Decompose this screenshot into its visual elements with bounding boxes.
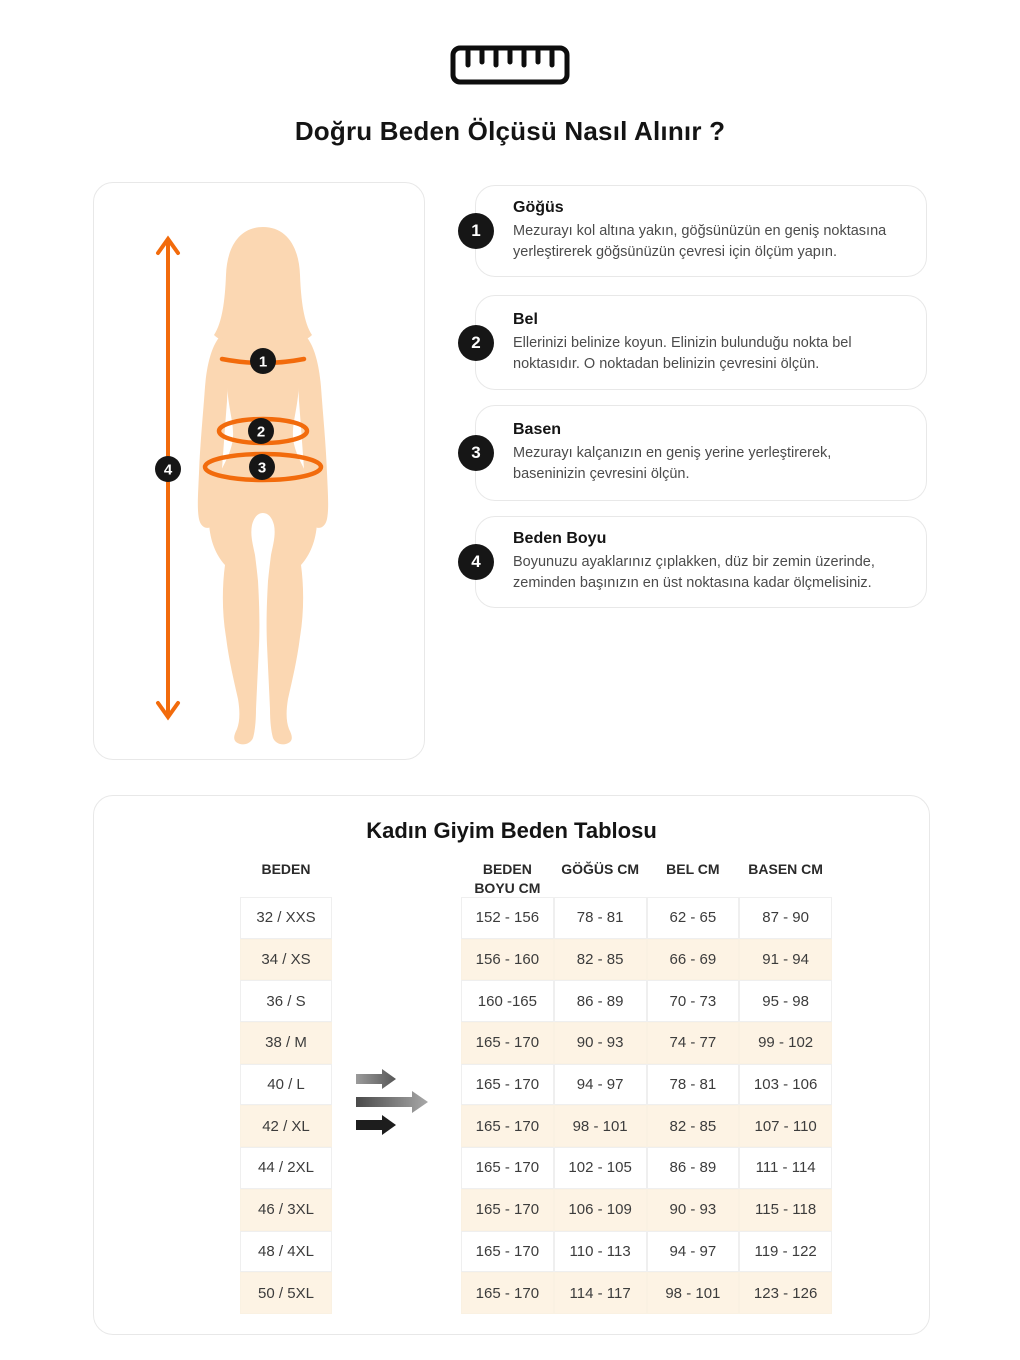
- header: [0, 44, 1020, 86]
- chest-cell: 110 - 113: [554, 1231, 647, 1273]
- hip-cell: 123 - 126: [739, 1272, 832, 1314]
- waist-cell: 78 - 81: [647, 1064, 740, 1106]
- step-card-gogus: [471, 185, 927, 277]
- body-silhouette: [94, 183, 425, 760]
- step-number-badge: [458, 213, 494, 249]
- long-gray-arrow-icon: [356, 1091, 428, 1113]
- step-number-badge: [458, 325, 494, 361]
- hip-cell: 103 - 106: [739, 1064, 832, 1106]
- size-table-card: [93, 795, 930, 1335]
- waist-cell: 74 - 77: [647, 1022, 740, 1064]
- page-title: Doğru Beden Ölçüsü Nasıl Alınır ?: [294, 116, 726, 146]
- hip-cell: 99 - 102: [739, 1022, 832, 1064]
- step-card-bel: [471, 295, 927, 390]
- size-cell: 50 / 5XL: [240, 1272, 332, 1314]
- short-black-arrow-icon: [356, 1115, 396, 1135]
- ruler-icon: [449, 44, 571, 86]
- height-cell: 160 -165: [461, 980, 554, 1022]
- height-cell: 165 - 170: [461, 1189, 554, 1231]
- figure-marker-1: [250, 348, 276, 374]
- height-cell: 165 - 170: [461, 1147, 554, 1189]
- step-description: Boyunuzu ayaklarınız çıplakken, düz bir zemin üzerinde, zeminden başınızın en üst noktasına kadar ölçmelisiniz.: [513, 554, 875, 591]
- size-cell: 38 / M: [240, 1022, 332, 1064]
- step-description: Mezurayı kol altına yakın, göğsünüzün en geniş noktasına yerleştirerek göğsünüzün çevresi için ölçüm yapın.: [513, 223, 887, 260]
- height-cell: 165 - 170: [461, 1022, 554, 1064]
- chest-cell: 102 - 105: [554, 1147, 647, 1189]
- size-range-arrows: [356, 1063, 434, 1143]
- column-header-beden: BEDEN: [261, 861, 311, 877]
- hip-cell: 87 - 90: [739, 897, 832, 939]
- measurement-column-headers: [461, 860, 832, 898]
- chest-cell: 94 - 97: [554, 1064, 647, 1106]
- hip-cell: 95 - 98: [739, 980, 832, 1022]
- figure-marker-2: [248, 418, 274, 444]
- height-cell: 156 - 160: [461, 939, 554, 981]
- hip-cell: 119 - 122: [739, 1231, 832, 1273]
- step-number: 3: [471, 443, 481, 462]
- chest-cell: 114 - 117: [554, 1272, 647, 1314]
- svg-text:1: 1: [258, 353, 268, 371]
- chest-cell: 98 - 101: [554, 1105, 647, 1147]
- size-cell: 34 / XS: [240, 939, 332, 981]
- female-body-shape: [198, 227, 328, 744]
- step-number: 2: [471, 332, 481, 352]
- size-cell: 48 / 4XL: [240, 1231, 332, 1273]
- height-cell: 165 - 170: [461, 1105, 554, 1147]
- waist-cell: 86 - 89: [647, 1147, 740, 1189]
- waist-cell: 70 - 73: [647, 980, 740, 1022]
- column-header-gogus: GÖĞÜS CM: [561, 861, 640, 877]
- step-card-basen: [471, 405, 927, 501]
- column-header-bel: BEL CM: [666, 861, 720, 877]
- step-card-beden-boyu: [471, 516, 927, 608]
- svg-text:4: 4: [163, 461, 173, 479]
- step-number-badge: [458, 544, 494, 580]
- measurement-grid: [461, 897, 832, 1314]
- height-cell: 165 - 170: [461, 1064, 554, 1106]
- waist-cell: 62 - 65: [647, 897, 740, 939]
- column-header-beden-boyu: BEDEN BOYU CM: [474, 861, 541, 896]
- step-number: 1: [471, 221, 481, 240]
- figure-marker-3: [249, 454, 275, 480]
- height-cell: 165 - 170: [461, 1231, 554, 1273]
- size-cell: 46 / 3XL: [240, 1189, 332, 1231]
- size-table-title: Kadın Giyim Beden Tablosu: [366, 818, 657, 843]
- waist-cell: 94 - 97: [647, 1231, 740, 1273]
- svg-text:3: 3: [257, 459, 267, 477]
- height-cell: 152 - 156: [461, 897, 554, 939]
- figure-card: [93, 182, 425, 760]
- waist-cell: 98 - 101: [647, 1272, 740, 1314]
- waist-cell: 90 - 93: [647, 1189, 740, 1231]
- step-number: 4: [471, 552, 481, 571]
- waist-cell: 66 - 69: [647, 939, 740, 981]
- svg-text:2: 2: [256, 423, 266, 441]
- chest-cell: 78 - 81: [554, 897, 647, 939]
- hip-cell: 107 - 110: [739, 1105, 832, 1147]
- hip-cell: 115 - 118: [739, 1189, 832, 1231]
- size-cell: 44 / 2XL: [240, 1147, 332, 1189]
- hip-cell: 111 - 114: [739, 1147, 832, 1189]
- size-cell: 32 / XXS: [240, 897, 332, 939]
- height-cell: 165 - 170: [461, 1272, 554, 1314]
- size-cell: 36 / S: [240, 980, 332, 1022]
- step-description: Mezurayı kalçanızın en geniş yerine yerleştirerek, baseninizin çevresini ölçün.: [513, 445, 832, 482]
- step-title: Beden Boyu: [513, 530, 607, 548]
- waist-cell: 82 - 85: [647, 1105, 740, 1147]
- step-description: Ellerinizi belinize koyun. Elinizin bulunduğu nokta bel noktasıdır. O noktadan belinizin çevresini ölçün.: [513, 334, 852, 372]
- chest-cell: 90 - 93: [554, 1022, 647, 1064]
- step-title: Basen: [513, 421, 562, 439]
- step-title: Bel: [513, 310, 538, 328]
- chest-cell: 86 - 89: [554, 980, 647, 1022]
- size-cell: 40 / L: [240, 1064, 332, 1106]
- step-number-badge: [458, 435, 494, 471]
- chest-cell: 106 - 109: [554, 1189, 647, 1231]
- size-column: [240, 897, 332, 1314]
- column-header-basen: BASEN CM: [748, 861, 823, 877]
- step-title: Göğüs: [513, 199, 564, 217]
- hip-cell: 91 - 94: [739, 939, 832, 981]
- short-gray-arrow-icon: [356, 1069, 396, 1089]
- figure-marker-4: [155, 456, 181, 482]
- size-cell: 42 / XL: [240, 1105, 332, 1147]
- chest-cell: 82 - 85: [554, 939, 647, 981]
